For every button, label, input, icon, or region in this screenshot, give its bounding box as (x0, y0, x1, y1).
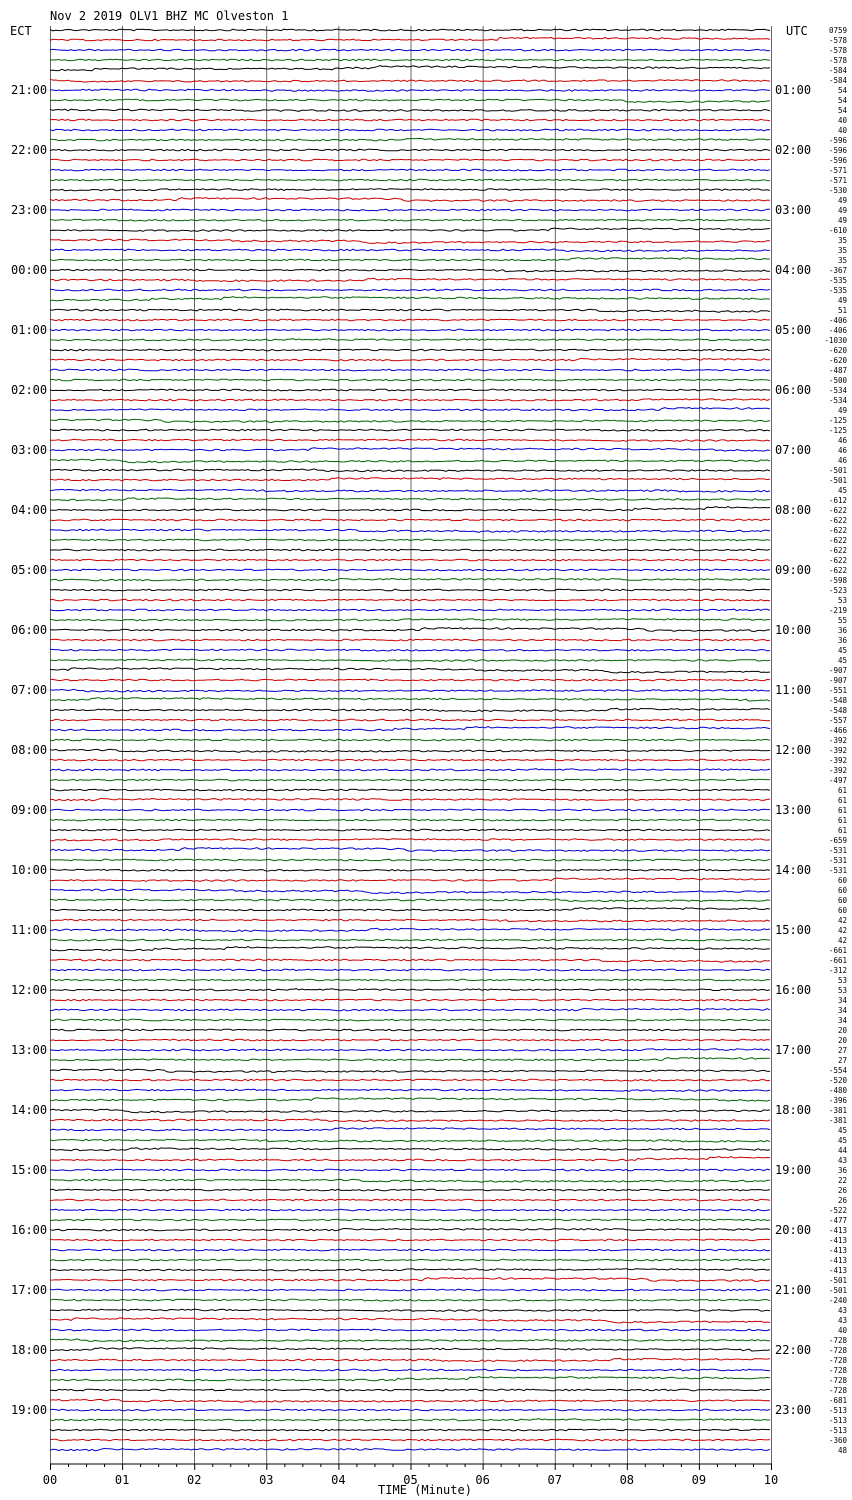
line-offset-label: -598 (828, 576, 847, 585)
line-offset-label: 48 (837, 1446, 847, 1455)
left-hour-label: 08:00 (11, 743, 48, 757)
line-offset-label: 43 (837, 1316, 847, 1325)
line-offset-label: 60 (837, 886, 847, 895)
line-offset-label: 61 (837, 786, 847, 795)
line-offset-label: 43 (837, 1156, 847, 1165)
line-offset-label: -596 (828, 156, 847, 165)
right-hour-label: 04:00 (775, 263, 812, 277)
line-offset-label: -480 (828, 1086, 847, 1095)
line-offset-label: -367 (828, 266, 847, 275)
line-offset-label: -535 (828, 286, 847, 295)
line-offset-label: -596 (828, 146, 847, 155)
right-hour-label: 01:00 (775, 83, 812, 97)
chart-title: Nov 2 2019 OLV1 BHZ MC Olveston 1 (50, 9, 289, 23)
right-hour-label: 07:00 (775, 443, 812, 457)
left-hour-label: 05:00 (11, 563, 48, 577)
line-offset-label: -513 (828, 1416, 847, 1425)
line-offset-label: -501 (828, 1276, 847, 1285)
line-offset-label: 43 (837, 1306, 847, 1315)
line-offset-label: -661 (828, 946, 847, 955)
line-offset-label: -907 (828, 666, 847, 675)
line-offset-label: 42 (837, 936, 847, 945)
line-offset-label: -907 (828, 676, 847, 685)
line-offset-label: -610 (828, 226, 847, 235)
line-offset-label: -513 (828, 1426, 847, 1435)
line-offset-label: -534 (828, 386, 847, 395)
line-offset-label: 20 (837, 1026, 847, 1035)
line-offset-label: -571 (828, 166, 847, 175)
line-offset-label: 49 (837, 206, 847, 215)
right-hour-label: 16:00 (775, 983, 812, 997)
line-offset-label: -622 (828, 566, 847, 575)
line-offset-label: -240 (828, 1296, 847, 1305)
right-hour-label: 06:00 (775, 383, 812, 397)
left-hour-label: 12:00 (11, 983, 48, 997)
right-hour-label: 15:00 (775, 923, 812, 937)
line-offset-label: -501 (828, 1286, 847, 1295)
left-hour-label: 22:00 (11, 143, 48, 157)
left-hour-label: 16:00 (11, 1223, 48, 1237)
line-offset-label: 61 (837, 816, 847, 825)
line-offset-label: 45 (837, 1136, 847, 1145)
right-hour-label: 20:00 (775, 1223, 812, 1237)
line-offset-label: 61 (837, 826, 847, 835)
line-offset-label: 26 (837, 1196, 847, 1205)
line-offset-label: -534 (828, 396, 847, 405)
line-offset-label: 51 (837, 306, 847, 315)
line-offset-label: -392 (828, 736, 847, 745)
left-hour-label: 09:00 (11, 803, 48, 817)
left-hour-label: 14:00 (11, 1103, 48, 1117)
line-offset-label: 54 (837, 86, 847, 95)
line-offset-label: -661 (828, 956, 847, 965)
line-offset-label: -497 (828, 776, 847, 785)
line-offset-label: 45 (837, 656, 847, 665)
line-offset-label: -360 (828, 1436, 847, 1445)
line-offset-label: -381 (828, 1106, 847, 1115)
line-offset-label: 27 (837, 1056, 847, 1065)
left-hour-label: 07:00 (11, 683, 48, 697)
line-offset-label: 49 (837, 296, 847, 305)
right-hour-label: 03:00 (775, 203, 812, 217)
line-offset-label: 46 (837, 456, 847, 465)
line-offset-label: -557 (828, 716, 847, 725)
line-offset-label: -622 (828, 506, 847, 515)
line-offset-label: 54 (837, 106, 847, 115)
line-offset-label: -554 (828, 1066, 847, 1075)
line-offset-label: 46 (837, 446, 847, 455)
line-offset-label: 45 (837, 486, 847, 495)
line-offset-label: 49 (837, 406, 847, 415)
x-tick-label-08: 08 (619, 1473, 635, 1487)
left-hour-label: 06:00 (11, 623, 48, 637)
right-hour-label: 21:00 (775, 1283, 812, 1297)
line-offset-label: -530 (828, 186, 847, 195)
left-hour-label: 01:00 (11, 323, 48, 337)
left-hour-label: 21:00 (11, 83, 48, 97)
line-offset-label: -622 (828, 546, 847, 555)
line-offset-label: -728 (828, 1336, 847, 1345)
line-offset-label: -413 (828, 1256, 847, 1265)
left-hour-label: 23:00 (11, 203, 48, 217)
line-offset-label: 22 (837, 1176, 847, 1185)
left-hour-label: 10:00 (11, 863, 48, 877)
line-offset-label: -487 (828, 366, 847, 375)
line-offset-label: -413 (828, 1226, 847, 1235)
line-offset-label: -501 (828, 476, 847, 485)
line-offset-label: -535 (828, 276, 847, 285)
line-offset-label: -531 (828, 846, 847, 855)
x-tick-label-06: 06 (475, 1473, 490, 1487)
line-offset-label: -531 (828, 856, 847, 865)
x-tick-label-00: 00 (42, 1473, 58, 1487)
line-offset-label: 44 (837, 1146, 847, 1155)
left-axis-label: ECT (10, 24, 32, 38)
line-offset-label: -413 (828, 1266, 847, 1275)
line-offset-label: -578 (828, 56, 847, 65)
line-offset-label: 40 (837, 116, 847, 125)
left-hour-label: 11:00 (11, 923, 48, 937)
line-offset-label: 61 (837, 806, 847, 815)
right-hour-label: 22:00 (775, 1343, 812, 1357)
line-offset-label: 53 (837, 976, 847, 985)
line-offset-label: -596 (828, 136, 847, 145)
line-offset-label: 53 (837, 596, 847, 605)
right-hour-label: 09:00 (775, 563, 812, 577)
line-offset-label: 54 (837, 96, 847, 105)
right-hour-label: 19:00 (775, 1163, 812, 1177)
line-offset-label: 20 (837, 1036, 847, 1045)
x-tick-label-05: 05 (403, 1473, 418, 1487)
line-offset-label: -584 (828, 76, 847, 85)
x-tick-label-07: 07 (547, 1473, 562, 1487)
line-offset-label: -406 (828, 316, 847, 325)
line-offset-label: 34 (837, 996, 847, 1005)
line-offset-label: -501 (828, 466, 847, 475)
line-offset-label: -500 (828, 376, 847, 385)
line-offset-label: 36 (837, 636, 847, 645)
line-offset-label: 55 (837, 616, 847, 625)
line-offset-label: 45 (837, 1126, 847, 1135)
line-offset-label: -622 (828, 516, 847, 525)
line-offset-label: 35 (837, 236, 847, 245)
line-offset-label: -681 (828, 1396, 847, 1405)
line-offset-label: -728 (828, 1346, 847, 1355)
line-offset-label: -548 (828, 706, 847, 715)
line-offset-label: -396 (828, 1096, 847, 1105)
line-offset-label: -551 (828, 686, 847, 695)
line-offset-label: 61 (837, 796, 847, 805)
line-offset-label: 49 (837, 196, 847, 205)
line-offset-label: -622 (828, 526, 847, 535)
line-offset-label: -477 (828, 1216, 847, 1225)
right-hour-label: 10:00 (775, 623, 812, 637)
line-offset-label: 0759 (828, 26, 847, 35)
line-offset-label: -125 (828, 416, 847, 425)
line-offset-label: -622 (828, 556, 847, 565)
right-hour-label: 23:00 (775, 1403, 812, 1417)
line-offset-label: 35 (837, 256, 847, 265)
line-offset-label: -406 (828, 326, 847, 335)
line-offset-label: -659 (828, 836, 847, 845)
line-offset-label: 40 (837, 1326, 847, 1335)
line-offset-label: 34 (837, 1006, 847, 1015)
line-offset-label: 40 (837, 126, 847, 135)
line-offset-label: -312 (828, 966, 847, 975)
line-offset-label: -531 (828, 866, 847, 875)
line-offset-label: 46 (837, 436, 847, 445)
line-offset-label: 26 (837, 1186, 847, 1195)
line-offset-label: -381 (828, 1116, 847, 1125)
line-offset-label: 27 (837, 1046, 847, 1055)
line-offset-label: -392 (828, 766, 847, 775)
left-hour-label: 13:00 (11, 1043, 48, 1057)
line-offset-label: -413 (828, 1236, 847, 1245)
line-offset-label: 34 (837, 1016, 847, 1025)
x-tick-label-03: 03 (259, 1473, 274, 1487)
line-offset-label: -571 (828, 176, 847, 185)
left-hour-label: 03:00 (11, 443, 48, 457)
x-tick-label-10: 10 (763, 1473, 779, 1487)
line-offset-label: -728 (828, 1386, 847, 1395)
line-offset-label: -125 (828, 426, 847, 435)
line-offset-label: -622 (828, 536, 847, 545)
x-tick-label-04: 04 (331, 1473, 346, 1487)
left-hour-label: 18:00 (11, 1343, 48, 1357)
line-offset-label: -578 (828, 36, 847, 45)
line-offset-label: -1030 (824, 336, 847, 345)
left-hour-label: 04:00 (11, 503, 48, 517)
left-hour-label: 00:00 (11, 263, 48, 277)
line-offset-label: -620 (828, 346, 847, 355)
line-offset-label: -513 (828, 1406, 847, 1415)
right-hour-label: 11:00 (775, 683, 812, 697)
right-hour-label: 08:00 (775, 503, 812, 517)
right-hour-label: 13:00 (775, 803, 812, 817)
right-axis-label: UTC (786, 24, 808, 38)
line-offset-label: 45 (837, 646, 847, 655)
line-offset-label: -728 (828, 1376, 847, 1385)
line-offset-label: -219 (828, 606, 847, 615)
line-offset-label: 60 (837, 896, 847, 905)
x-tick-label-01: 01 (114, 1473, 130, 1487)
line-offset-label: 35 (837, 246, 847, 255)
line-offset-label: -728 (828, 1366, 847, 1375)
line-offset-label: -520 (828, 1076, 847, 1085)
line-offset-label: 53 (837, 986, 847, 995)
line-offset-label: 36 (837, 1166, 847, 1175)
line-offset-label: 60 (837, 906, 847, 915)
line-offset-label: -392 (828, 746, 847, 755)
line-offset-label: -620 (828, 356, 847, 365)
line-offset-label: -548 (828, 696, 847, 705)
right-hour-label: 18:00 (775, 1103, 812, 1117)
line-offset-label: -523 (828, 586, 847, 595)
right-hour-label: 05:00 (775, 323, 812, 337)
line-offset-label: 42 (837, 916, 847, 925)
left-hour-label: 19:00 (11, 1403, 48, 1417)
line-offset-label: -413 (828, 1246, 847, 1255)
line-offset-label: 42 (837, 926, 847, 935)
line-offset-label: -578 (828, 46, 847, 55)
right-hour-label: 17:00 (775, 1043, 812, 1057)
line-offset-label: -728 (828, 1356, 847, 1365)
right-hour-label: 02:00 (775, 143, 812, 157)
line-offset-label: -392 (828, 756, 847, 765)
x-tick-label-09: 09 (691, 1473, 707, 1487)
right-hour-label: 14:00 (775, 863, 812, 877)
right-hour-label: 12:00 (775, 743, 812, 757)
left-hour-label: 17:00 (11, 1283, 48, 1297)
line-offset-label: -522 (828, 1206, 847, 1215)
line-offset-label: -466 (828, 726, 847, 735)
left-hour-label: 15:00 (11, 1163, 48, 1177)
line-offset-label: 36 (837, 626, 847, 635)
x-tick-label-02: 02 (186, 1473, 202, 1487)
line-offset-label: -612 (828, 496, 847, 505)
line-offset-label: 49 (837, 216, 847, 225)
line-offset-label: 60 (837, 876, 847, 885)
line-offset-label: -584 (828, 66, 847, 75)
left-hour-label: 02:00 (11, 383, 48, 397)
x-axis-title: TIME (Minute) (378, 1483, 472, 1497)
